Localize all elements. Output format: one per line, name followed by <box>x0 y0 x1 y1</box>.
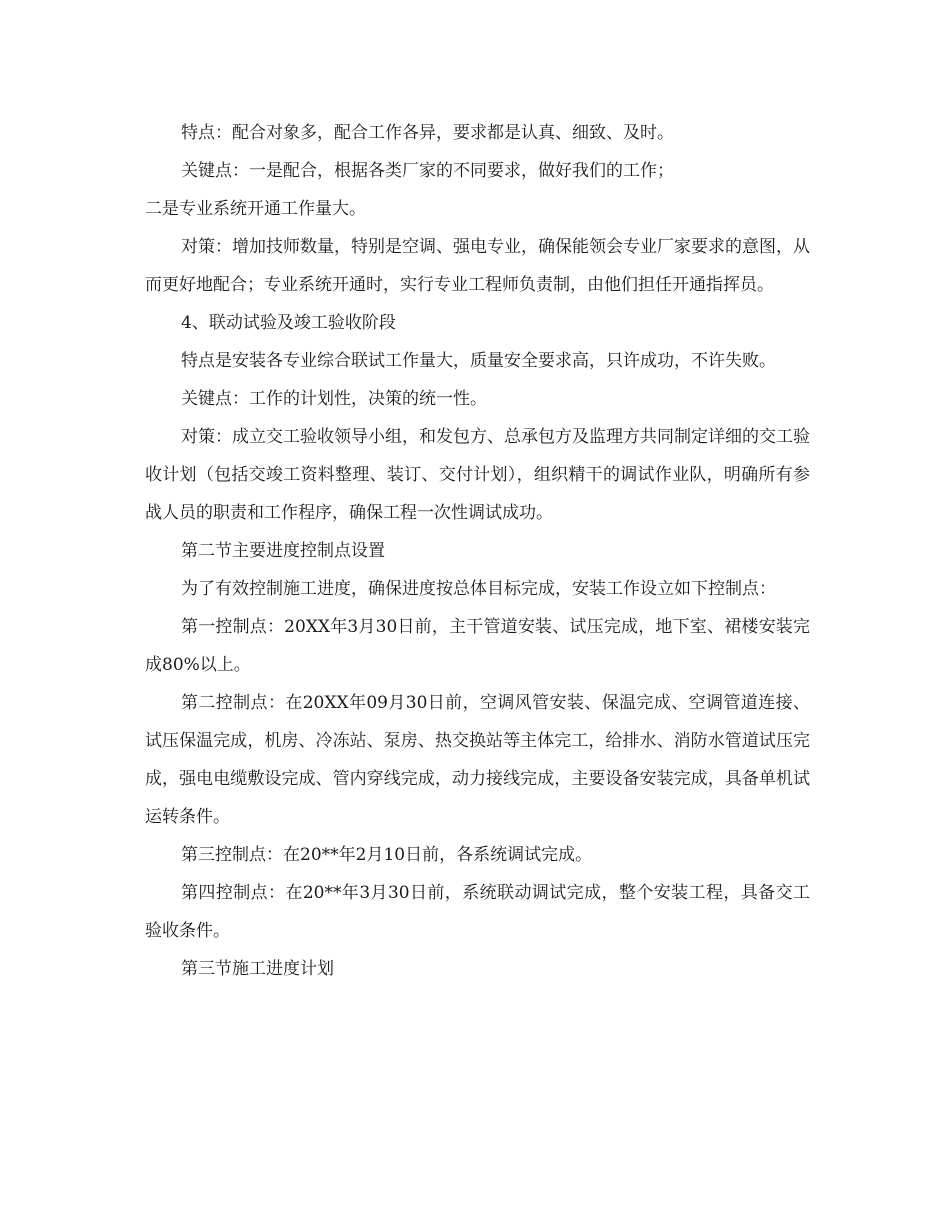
paragraph-control-point-4: 第四控制点：在20**年3月30日前，系统联动调试完成，整个安装工程，具备交工验收条件。 <box>145 883 810 941</box>
paragraph-linkage-features: 特点是安装各专业综合联试工作量大，质量安全要求高，只许成功，不许失败。 <box>181 351 776 371</box>
paragraph-control-point-2: 第二控制点：在20XX年09月30日前，空调风管安装、保温完成、空调管道连接、试压保温完成，机房、冷冻站、泵房、热交换站等主体完工，给排水、消防水管道试压完成，强电电缆敷设完成、管内穿线完成，动力接线完成，主要设备安装完成，具备单机试运转条件。 <box>145 693 810 827</box>
paragraph-coordination-countermeasures: 对策：增加技师数量，特别是空调、强电专业，确保能领会专业厂家要求的意图，从而更好地配合；专业系统开通时，实行专业工程师负责制，由他们担任开通指挥员。 <box>145 237 810 295</box>
section-heading-schedule: 第三节施工进度计划 <box>181 959 334 979</box>
section-heading-linkage-test: 4、联动试验及竣工验收阶段 <box>181 313 396 333</box>
paragraph-control-point-3: 第三控制点：在20**年2月10日前，各系统调试完成。 <box>181 845 593 865</box>
paragraph-coordination-features: 特点：配合对象多，配合工作各异，要求都是认真、细致、及时。 <box>181 123 674 143</box>
section-heading-control-points: 第二节主要进度控制点设置 <box>181 541 385 561</box>
document-body <box>145 114 810 988</box>
paragraph-system-workload: 二是专业系统开通工作量大。 <box>145 199 366 219</box>
paragraph-coordination-key-points: 关键点：一是配合，根据各类厂家的不同要求，做好我们的工作； <box>181 161 674 181</box>
paragraph-control-points-intro: 为了有效控制施工进度，确保进度按总体目标完成，安装工作设立如下控制点： <box>181 579 776 599</box>
paragraph-linkage-countermeasures: 对策：成立交工验收领导小组，和发包方、总承包方及监理方共同制定详细的交工验收计划（包括交竣工资料整理、装订、交付计划），组织精干的调试作业队，明确所有参战人员的职责和工作程序，确保工程一次性调试成功。 <box>145 427 810 523</box>
paragraph-linkage-key-points: 关键点：工作的计划性，决策的统一性。 <box>181 389 487 409</box>
paragraph-control-point-1: 第一控制点：20XX年3月30日前，主干管道安装、试压完成，地下室、裙楼安装完成80%以上。 <box>145 617 810 675</box>
